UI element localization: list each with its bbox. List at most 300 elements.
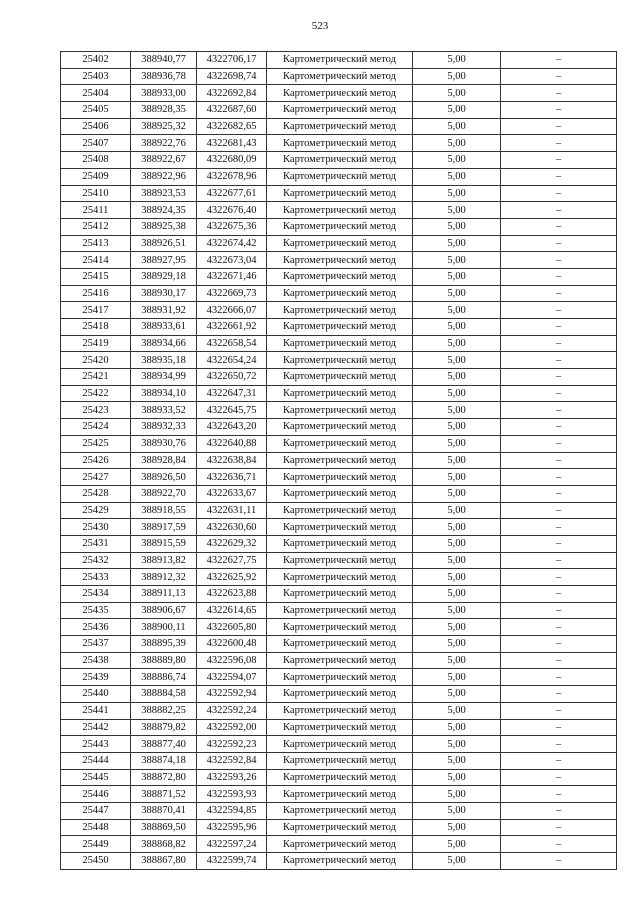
remark-cell: – — [501, 485, 617, 502]
remark-cell: – — [501, 736, 617, 753]
table-row — [61, 552, 617, 569]
method-cell: Картометрический метод — [267, 602, 413, 619]
accuracy-cell: 5,00 — [413, 85, 501, 102]
method-cell: Картометрический метод — [267, 202, 413, 219]
point-number-cell: 25410 — [61, 185, 131, 202]
remark-cell: – — [501, 385, 617, 402]
point-number-cell: 25405 — [61, 102, 131, 119]
table-row — [61, 636, 617, 653]
x-coordinate-cell: 388918,55 — [131, 502, 197, 519]
y-coordinate-cell: 4322638,84 — [197, 452, 267, 469]
y-coordinate-cell: 4322669,73 — [197, 285, 267, 302]
remark-cell: – — [501, 202, 617, 219]
method-cell: Картометрический метод — [267, 853, 413, 870]
point-number-cell: 25404 — [61, 85, 131, 102]
accuracy-cell: 5,00 — [413, 652, 501, 669]
accuracy-cell: 5,00 — [413, 435, 501, 452]
x-coordinate-cell: 388930,76 — [131, 435, 197, 452]
method-cell: Картометрический метод — [267, 719, 413, 736]
y-coordinate-cell: 4322597,24 — [197, 836, 267, 853]
y-coordinate-cell: 4322629,32 — [197, 535, 267, 552]
table-row — [61, 235, 617, 252]
x-coordinate-cell: 388935,18 — [131, 352, 197, 369]
accuracy-cell: 5,00 — [413, 535, 501, 552]
remark-cell: – — [501, 702, 617, 719]
method-cell: Картометрический метод — [267, 586, 413, 603]
accuracy-cell: 5,00 — [413, 202, 501, 219]
remark-cell: – — [501, 786, 617, 803]
table-row — [61, 669, 617, 686]
accuracy-cell: 5,00 — [413, 218, 501, 235]
remark-cell: – — [501, 302, 617, 319]
x-coordinate-cell: 388906,67 — [131, 602, 197, 619]
remark-cell: – — [501, 168, 617, 185]
remark-cell: – — [501, 836, 617, 853]
y-coordinate-cell: 4322677,61 — [197, 185, 267, 202]
remark-cell: – — [501, 118, 617, 135]
point-number-cell: 25440 — [61, 686, 131, 703]
point-number-cell: 25420 — [61, 352, 131, 369]
table-row — [61, 319, 617, 336]
table-row — [61, 502, 617, 519]
method-cell: Картометрический метод — [267, 52, 413, 69]
accuracy-cell: 5,00 — [413, 352, 501, 369]
y-coordinate-cell: 4322625,92 — [197, 569, 267, 586]
x-coordinate-cell: 388913,82 — [131, 552, 197, 569]
accuracy-cell: 5,00 — [413, 502, 501, 519]
accuracy-cell: 5,00 — [413, 769, 501, 786]
accuracy-cell: 5,00 — [413, 669, 501, 686]
y-coordinate-cell: 4322594,85 — [197, 802, 267, 819]
remark-cell: – — [501, 802, 617, 819]
method-cell: Картометрический метод — [267, 118, 413, 135]
method-cell: Картометрический метод — [267, 619, 413, 636]
x-coordinate-cell: 388915,59 — [131, 535, 197, 552]
table-row — [61, 452, 617, 469]
point-number-cell: 25426 — [61, 452, 131, 469]
accuracy-cell: 5,00 — [413, 485, 501, 502]
method-cell: Картометрический метод — [267, 552, 413, 569]
point-number-cell: 25430 — [61, 519, 131, 536]
point-number-cell: 25446 — [61, 786, 131, 803]
remark-cell: – — [501, 268, 617, 285]
y-coordinate-cell: 4322678,96 — [197, 168, 267, 185]
remark-cell: – — [501, 252, 617, 269]
table-row — [61, 819, 617, 836]
y-coordinate-cell: 4322630,60 — [197, 519, 267, 536]
remark-cell: – — [501, 719, 617, 736]
accuracy-cell: 5,00 — [413, 736, 501, 753]
y-coordinate-cell: 4322674,42 — [197, 235, 267, 252]
method-cell: Картометрический метод — [267, 569, 413, 586]
x-coordinate-cell: 388936,78 — [131, 68, 197, 85]
method-cell: Картометрический метод — [267, 686, 413, 703]
x-coordinate-cell: 388933,61 — [131, 319, 197, 336]
y-coordinate-cell: 4322645,75 — [197, 402, 267, 419]
accuracy-cell: 5,00 — [413, 252, 501, 269]
table-row — [61, 102, 617, 119]
remark-cell: – — [501, 52, 617, 69]
x-coordinate-cell: 388929,18 — [131, 268, 197, 285]
x-coordinate-cell: 388871,52 — [131, 786, 197, 803]
page-number: 523 — [311, 20, 329, 32]
x-coordinate-cell: 388872,80 — [131, 769, 197, 786]
coordinates-table — [60, 51, 617, 870]
table-row — [61, 252, 617, 269]
method-cell: Картометрический метод — [267, 402, 413, 419]
accuracy-cell: 5,00 — [413, 419, 501, 436]
table-row — [61, 52, 617, 69]
y-coordinate-cell: 4322600,48 — [197, 636, 267, 653]
y-coordinate-cell: 4322661,92 — [197, 319, 267, 336]
y-coordinate-cell: 4322675,36 — [197, 218, 267, 235]
table-row — [61, 619, 617, 636]
accuracy-cell: 5,00 — [413, 469, 501, 486]
accuracy-cell: 5,00 — [413, 786, 501, 803]
y-coordinate-cell: 4322605,80 — [197, 619, 267, 636]
y-coordinate-cell: 4322599,74 — [197, 853, 267, 870]
remark-cell: – — [501, 519, 617, 536]
remark-cell: – — [501, 853, 617, 870]
method-cell: Картометрический метод — [267, 836, 413, 853]
table-row — [61, 802, 617, 819]
accuracy-cell: 5,00 — [413, 118, 501, 135]
method-cell: Картометрический метод — [267, 802, 413, 819]
method-cell: Картометрический метод — [267, 485, 413, 502]
y-coordinate-cell: 4322666,07 — [197, 302, 267, 319]
point-number-cell: 25441 — [61, 702, 131, 719]
y-coordinate-cell: 4322647,31 — [197, 385, 267, 402]
method-cell: Картометрический метод — [267, 669, 413, 686]
method-cell: Картометрический метод — [267, 736, 413, 753]
y-coordinate-cell: 4322592,84 — [197, 752, 267, 769]
accuracy-cell: 5,00 — [413, 619, 501, 636]
point-number-cell: 25447 — [61, 802, 131, 819]
table-row — [61, 752, 617, 769]
accuracy-cell: 5,00 — [413, 68, 501, 85]
method-cell: Картометрический метод — [267, 135, 413, 152]
method-cell: Картометрический метод — [267, 652, 413, 669]
point-number-cell: 25438 — [61, 652, 131, 669]
accuracy-cell: 5,00 — [413, 836, 501, 853]
method-cell: Картометрический метод — [267, 819, 413, 836]
point-number-cell: 25448 — [61, 819, 131, 836]
accuracy-cell: 5,00 — [413, 853, 501, 870]
y-coordinate-cell: 4322633,67 — [197, 485, 267, 502]
y-coordinate-cell: 4322643,20 — [197, 419, 267, 436]
point-number-cell: 25415 — [61, 268, 131, 285]
accuracy-cell: 5,00 — [413, 135, 501, 152]
x-coordinate-cell: 388924,35 — [131, 202, 197, 219]
accuracy-cell: 5,00 — [413, 152, 501, 169]
remark-cell: – — [501, 218, 617, 235]
remark-cell: – — [501, 452, 617, 469]
point-number-cell: 25439 — [61, 669, 131, 686]
x-coordinate-cell: 388917,59 — [131, 519, 197, 536]
y-coordinate-cell: 4322636,71 — [197, 469, 267, 486]
x-coordinate-cell: 388922,70 — [131, 485, 197, 502]
y-coordinate-cell: 4322623,88 — [197, 586, 267, 603]
y-coordinate-cell: 4322592,94 — [197, 686, 267, 703]
table-row — [61, 469, 617, 486]
x-coordinate-cell: 388868,82 — [131, 836, 197, 853]
remark-cell: – — [501, 152, 617, 169]
remark-cell: – — [501, 102, 617, 119]
method-cell: Картометрический метод — [267, 218, 413, 235]
remark-cell: – — [501, 469, 617, 486]
remark-cell: – — [501, 419, 617, 436]
y-coordinate-cell: 4322682,65 — [197, 118, 267, 135]
remark-cell: – — [501, 352, 617, 369]
y-coordinate-cell: 4322592,24 — [197, 702, 267, 719]
x-coordinate-cell: 388933,52 — [131, 402, 197, 419]
x-coordinate-cell: 388931,92 — [131, 302, 197, 319]
y-coordinate-cell: 4322593,93 — [197, 786, 267, 803]
table-row — [61, 719, 617, 736]
point-number-cell: 25435 — [61, 602, 131, 619]
y-coordinate-cell: 4322671,46 — [197, 268, 267, 285]
coordinates-table-body — [61, 52, 617, 870]
x-coordinate-cell: 388922,67 — [131, 152, 197, 169]
remark-cell: – — [501, 369, 617, 386]
method-cell: Картометрический метод — [267, 68, 413, 85]
x-coordinate-cell: 388933,00 — [131, 85, 197, 102]
table-row — [61, 302, 617, 319]
remark-cell: – — [501, 235, 617, 252]
point-number-cell: 25416 — [61, 285, 131, 302]
remark-cell: – — [501, 569, 617, 586]
point-number-cell: 25450 — [61, 853, 131, 870]
point-number-cell: 25432 — [61, 552, 131, 569]
x-coordinate-cell: 388923,53 — [131, 185, 197, 202]
x-coordinate-cell: 388930,17 — [131, 285, 197, 302]
table-row — [61, 118, 617, 135]
method-cell: Картометрический метод — [267, 702, 413, 719]
table-row — [61, 135, 617, 152]
x-coordinate-cell: 388911,13 — [131, 586, 197, 603]
point-number-cell: 25431 — [61, 535, 131, 552]
method-cell: Картометрический метод — [267, 435, 413, 452]
point-number-cell: 25402 — [61, 52, 131, 69]
method-cell: Картометрический метод — [267, 352, 413, 369]
accuracy-cell: 5,00 — [413, 168, 501, 185]
x-coordinate-cell: 388927,95 — [131, 252, 197, 269]
point-number-cell: 25443 — [61, 736, 131, 753]
accuracy-cell: 5,00 — [413, 319, 501, 336]
x-coordinate-cell: 388879,82 — [131, 719, 197, 736]
accuracy-cell: 5,00 — [413, 102, 501, 119]
accuracy-cell: 5,00 — [413, 285, 501, 302]
method-cell: Картометрический метод — [267, 786, 413, 803]
point-number-cell: 25444 — [61, 752, 131, 769]
accuracy-cell: 5,00 — [413, 719, 501, 736]
remark-cell: – — [501, 586, 617, 603]
accuracy-cell: 5,00 — [413, 52, 501, 69]
y-coordinate-cell: 4322692,84 — [197, 85, 267, 102]
x-coordinate-cell: 388877,40 — [131, 736, 197, 753]
x-coordinate-cell: 388889,80 — [131, 652, 197, 669]
table-row — [61, 652, 617, 669]
y-coordinate-cell: 4322654,24 — [197, 352, 267, 369]
accuracy-cell: 5,00 — [413, 452, 501, 469]
table-row — [61, 152, 617, 169]
x-coordinate-cell: 388932,33 — [131, 419, 197, 436]
accuracy-cell: 5,00 — [413, 369, 501, 386]
x-coordinate-cell: 388912,32 — [131, 569, 197, 586]
table-row — [61, 853, 617, 870]
x-coordinate-cell: 388900,11 — [131, 619, 197, 636]
method-cell: Картометрический метод — [267, 452, 413, 469]
y-coordinate-cell: 4322640,88 — [197, 435, 267, 452]
table-row — [61, 586, 617, 603]
accuracy-cell: 5,00 — [413, 185, 501, 202]
method-cell: Картометрический метод — [267, 636, 413, 653]
point-number-cell: 25429 — [61, 502, 131, 519]
table-row — [61, 85, 617, 102]
method-cell: Картометрический метод — [267, 185, 413, 202]
y-coordinate-cell: 4322596,08 — [197, 652, 267, 669]
table-row — [61, 68, 617, 85]
y-coordinate-cell: 4322595,96 — [197, 819, 267, 836]
y-coordinate-cell: 4322681,43 — [197, 135, 267, 152]
accuracy-cell: 5,00 — [413, 752, 501, 769]
remark-cell: – — [501, 68, 617, 85]
y-coordinate-cell: 4322592,23 — [197, 736, 267, 753]
point-number-cell: 25409 — [61, 168, 131, 185]
method-cell: Картометрический метод — [267, 419, 413, 436]
table-row — [61, 168, 617, 185]
x-coordinate-cell: 388934,10 — [131, 385, 197, 402]
table-row — [61, 202, 617, 219]
remark-cell: – — [501, 285, 617, 302]
table-row — [61, 268, 617, 285]
point-number-cell: 25403 — [61, 68, 131, 85]
point-number-cell: 25414 — [61, 252, 131, 269]
table-row — [61, 702, 617, 719]
method-cell: Картометрический метод — [267, 519, 413, 536]
method-cell: Картометрический метод — [267, 168, 413, 185]
accuracy-cell: 5,00 — [413, 402, 501, 419]
remark-cell: – — [501, 535, 617, 552]
table-row — [61, 836, 617, 853]
method-cell: Картометрический метод — [267, 85, 413, 102]
x-coordinate-cell: 388882,25 — [131, 702, 197, 719]
x-coordinate-cell: 388928,35 — [131, 102, 197, 119]
method-cell: Картометрический метод — [267, 319, 413, 336]
x-coordinate-cell: 388940,77 — [131, 52, 197, 69]
accuracy-cell: 5,00 — [413, 552, 501, 569]
x-coordinate-cell: 388926,50 — [131, 469, 197, 486]
y-coordinate-cell: 4322631,11 — [197, 502, 267, 519]
method-cell: Картометрический метод — [267, 152, 413, 169]
x-coordinate-cell: 388867,80 — [131, 853, 197, 870]
accuracy-cell: 5,00 — [413, 602, 501, 619]
point-number-cell: 25424 — [61, 419, 131, 436]
x-coordinate-cell: 388934,99 — [131, 369, 197, 386]
point-number-cell: 25408 — [61, 152, 131, 169]
y-coordinate-cell: 4322658,54 — [197, 335, 267, 352]
method-cell: Картометрический метод — [267, 535, 413, 552]
accuracy-cell: 5,00 — [413, 302, 501, 319]
table-row — [61, 352, 617, 369]
table-row — [61, 185, 617, 202]
x-coordinate-cell: 388895,39 — [131, 636, 197, 653]
remark-cell: – — [501, 652, 617, 669]
remark-cell: – — [501, 636, 617, 653]
method-cell: Картометрический метод — [267, 769, 413, 786]
point-number-cell: 25428 — [61, 485, 131, 502]
table-row — [61, 369, 617, 386]
x-coordinate-cell: 388870,41 — [131, 802, 197, 819]
point-number-cell: 25411 — [61, 202, 131, 219]
x-coordinate-cell: 388884,58 — [131, 686, 197, 703]
remark-cell: – — [501, 435, 617, 452]
point-number-cell: 25425 — [61, 435, 131, 452]
table-row — [61, 786, 617, 803]
point-number-cell: 25412 — [61, 218, 131, 235]
point-number-cell: 25449 — [61, 836, 131, 853]
y-coordinate-cell: 4322673,04 — [197, 252, 267, 269]
y-coordinate-cell: 4322680,09 — [197, 152, 267, 169]
y-coordinate-cell: 4322592,00 — [197, 719, 267, 736]
remark-cell: – — [501, 402, 617, 419]
table-row — [61, 569, 617, 586]
accuracy-cell: 5,00 — [413, 519, 501, 536]
table-row — [61, 335, 617, 352]
remark-cell: – — [501, 602, 617, 619]
remark-cell: – — [501, 769, 617, 786]
remark-cell: – — [501, 185, 617, 202]
accuracy-cell: 5,00 — [413, 586, 501, 603]
y-coordinate-cell: 4322706,17 — [197, 52, 267, 69]
table-row — [61, 419, 617, 436]
method-cell: Картометрический метод — [267, 102, 413, 119]
remark-cell: – — [501, 319, 617, 336]
method-cell: Картометрический метод — [267, 752, 413, 769]
point-number-cell: 25427 — [61, 469, 131, 486]
remark-cell: – — [501, 552, 617, 569]
method-cell: Картометрический метод — [267, 385, 413, 402]
x-coordinate-cell: 388925,32 — [131, 118, 197, 135]
point-number-cell: 25421 — [61, 369, 131, 386]
remark-cell: – — [501, 619, 617, 636]
x-coordinate-cell: 388886,74 — [131, 669, 197, 686]
y-coordinate-cell: 4322594,07 — [197, 669, 267, 686]
table-row — [61, 519, 617, 536]
remark-cell: – — [501, 686, 617, 703]
table-row — [61, 218, 617, 235]
point-number-cell: 25442 — [61, 719, 131, 736]
method-cell: Картометрический метод — [267, 285, 413, 302]
point-number-cell: 25436 — [61, 619, 131, 636]
y-coordinate-cell: 4322687,60 — [197, 102, 267, 119]
y-coordinate-cell: 4322650,72 — [197, 369, 267, 386]
point-number-cell: 25445 — [61, 769, 131, 786]
y-coordinate-cell: 4322614,65 — [197, 602, 267, 619]
method-cell: Картометрический метод — [267, 469, 413, 486]
point-number-cell: 25423 — [61, 402, 131, 419]
accuracy-cell: 5,00 — [413, 819, 501, 836]
table-row — [61, 686, 617, 703]
point-number-cell: 25407 — [61, 135, 131, 152]
remark-cell: – — [501, 819, 617, 836]
table-row — [61, 385, 617, 402]
method-cell: Картометрический метод — [267, 335, 413, 352]
y-coordinate-cell: 4322593,26 — [197, 769, 267, 786]
accuracy-cell: 5,00 — [413, 686, 501, 703]
table-row — [61, 736, 617, 753]
table-row — [61, 769, 617, 786]
